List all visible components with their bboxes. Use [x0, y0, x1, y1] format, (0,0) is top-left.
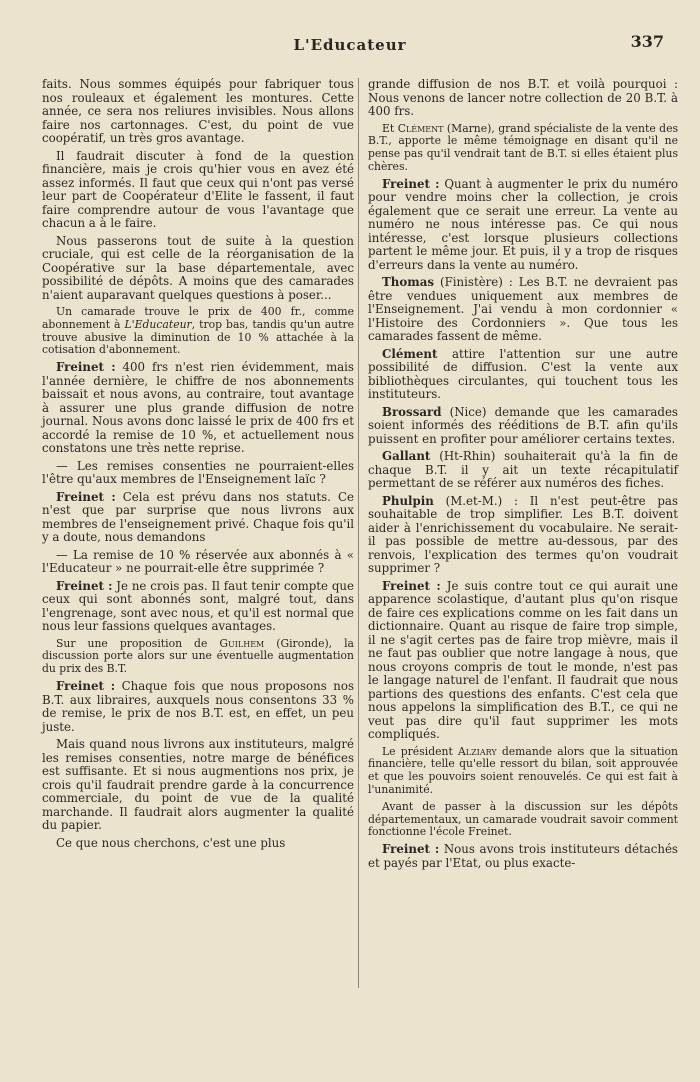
text-run: Je ne crois pas. Il faut tenir compte que ceux qui sont abonnés sont, malgré tout, dans l'engrenage, sont avec nous, et qu'il est normal que nous leur fassions quelques avantages. [42, 578, 354, 634]
speaker: Freinet : [56, 360, 116, 375]
speaker: Freinet : [56, 489, 116, 504]
paragraph [368, 843, 678, 870]
text-run: (Marne), grand spécialiste de la vente des B.T., apporte le même témoignage en disant qu'il ne pense pas qu'il vendrait tant de B.T. si elles étaient plus chères. [368, 121, 678, 173]
person-name: Guilhem [219, 636, 265, 650]
text-run: 400 frs n'est rien évidemment, mais l'année dernière, le chiffre de nos abonnements baissait et nous avons, au contraire, tout avantage à assurer une plus grande diffusion de notre journal. Nous avons donc laissé le prix de 400 frs et accordé la remise de 10 %, et actuellement nous constatons une très nette reprise. [42, 360, 354, 456]
text-run: attire l'attention sur une autre possibilité de diffusion. C'est la vente aux bibliothèques circulantes, qui touchent tous les instituteurs. [368, 346, 678, 402]
speaker: Phulpin [382, 493, 434, 508]
text-run: Sur une proposition de [56, 636, 208, 650]
paragraph-note [42, 306, 354, 357]
paragraph [42, 680, 354, 734]
text-run: Un camarade trouve le prix de 400 fr., comme abonnement à [42, 305, 354, 331]
text-run: (Gironde), la discussion porte alors sur une éventuelle augmentation du prix des B.T. [42, 636, 354, 676]
paragraph: — La remise de 10 % réservée aux abonnés à « l'Educateur » ne pourrait-elle être supprimée ? [42, 547, 354, 576]
speaker: Brossard [382, 404, 442, 419]
text-run: demande alors que la situation financière, telle qu'elle ressort du bilan, soit approuvée et que les pouvoirs soient renouvelés. Ce qui est fait à l'unanimité. [368, 744, 679, 797]
paragraph [368, 580, 678, 742]
paragraph [368, 178, 678, 273]
paragraph [368, 348, 678, 402]
speaker: Freinet : [56, 578, 113, 593]
person-name: Alziary [457, 744, 497, 758]
left-column [42, 78, 354, 854]
paragraph [368, 495, 678, 576]
paragraph: faits. Nous sommes équipés pour fabriquer tous nos rouleaux et également les montures. Cette année, ce sera nos reliures invisibles. Nous allons faire nos cartonnages. C'est, du point de vue coopératif, un très gros avantage. [42, 77, 354, 145]
paragraph: Nous passerons tout de suite à la question cruciale, qui est celle de la réorganisation de la Coopérative sur la base départementale, avec possibilité de dépôts. A moins que des camarades n'aient auparavant quelques questions à poser... [42, 233, 354, 302]
speaker: Clément [382, 346, 438, 361]
paragraph: Mais quand nous livrons aux instituteurs, malgré les remises consenties, notre marge de bénéfices est suffisante. Et si nous augmentions nos prix, je crois qu'il faudrait prendre garde à la concurrence commerciale, du point de vue de la qualité marchande. Il faudrait alors augmenter la qualité du papier. [42, 737, 354, 833]
text-run: (M.et-M.) : Il n'est peut-être pas souhaitable de trop simplifier. Les B.T. doivent aider à l'enrichissement du vocabulaire. Ne serait-il pas possible de mettre au-dessous, par des renvois, l'explication des termes qu'on voudrait supprimer ? [368, 493, 678, 576]
speaker: Freinet : [56, 679, 116, 694]
paragraph [368, 406, 678, 447]
paragraph [42, 491, 354, 545]
text-run: Je suis contre tout ce qui aurait une apparence scolastique, d'autant plus qu'on risque de faire ces explications comme on les fait dans un dictionnaire. Quant au risque de faire trop simple, il ne s'agit certes pas de faire trop mièvre, mais il ne faut pas oublier que notre langage à nous, que nous croyons compris de tout le monde, n'est pas le langage naturel de l'enfant. Il faudrait que nous partions des questions des enfants. C'est cela que nous appelons la simplification des B.T., ce qui ne veut pas dire qu'il faut supprimer les mots compliqués. [368, 578, 678, 742]
text-run: Le président [382, 744, 453, 758]
column-divider [358, 78, 359, 988]
text-run: Chaque fois que nous proposons nos B.T. aux libraires, auxquels nous consentons 33 % de remise, le prix de nos B.T. est, en effet, un peu juste. [42, 679, 354, 734]
paragraph [368, 276, 678, 344]
paragraph-note: Avant de passer à la discussion sur les dépôts départementaux, un camarade voudrait savoir comment fonctionne l'école Freinet. [368, 799, 678, 839]
text-run: Quant à augmenter le prix du numéro pour vendre moins cher la collection, je crois également que ce serait une erreur. La vente au numéro ne nous intéresse pas. Ce qui nous intéresse, c'est lorsque plusieurs collections partent le même jour. Et puis, il y a trop de risques d'erreurs dans la vente au numéro. [368, 176, 678, 272]
paragraph: Ce que nous cherchons, c'est une plus [56, 835, 286, 850]
paragraph-note [368, 746, 678, 797]
paragraph-note [368, 123, 678, 174]
person-name: Clément [397, 121, 444, 135]
text-run: (Ht-Rhin) souhaiterait qu'à la fin de chaque B.T. il y ait un texte récapitulatif permettant de se référer aux numéros des fiches. [368, 449, 678, 491]
text-run: , trop bas, tandis qu'un autre trouve abusive la diminution de 10 % attachée à la cotisation d'abonnement. [42, 317, 355, 357]
text-run: Cela est prévu dans nos statuts. Ce n'est que par surprise que nous livrons aux membres de l'enseignement privé. Chaque fois qu'il y a doute, nous demandons [42, 489, 354, 545]
speaker: Thomas [382, 275, 434, 290]
paragraph [42, 580, 354, 634]
page-number: 337 [630, 32, 664, 51]
journal-title: L'Educateur [293, 36, 407, 54]
paragraph: grande diffusion de nos B.T. et voilà pourquoi : Nous venons de lancer notre collection de 20 B.T. à 400 frs. [368, 77, 678, 118]
right-column [368, 78, 678, 874]
speaker: Freinet : [382, 176, 440, 191]
paragraph: Il faudrait discuter à fond de la question financière, mais je crois qu'hier vous en avez été assez informés. Il faut que ceux qui n'ont pas versé leur part de Coopérateur d'Elite le fassent, il faut faire comprendre autour de vous l'avantage que chacun a à le faire. [42, 148, 354, 230]
text-run: (Finistère) : Les B.T. ne devraient pas être vendues uniquement aux membres de l'Enseignement. J'ai vendu à mon cordonnier « l'Histoire des Cordonniers ». Que tous les camarades fassent de même. [368, 275, 678, 344]
paragraph [42, 361, 354, 456]
paragraph [368, 450, 678, 491]
text-run: Et [382, 121, 395, 135]
text-run: Nous avons trois instituteurs détachés et payés par l'Etat, ou plus exacte- [368, 842, 678, 870]
text-run: (Nice) demande que les camarades soient informés des rééditions de B.T. afin qu'ils puissent en profiter pour améliorer certains textes. [368, 404, 678, 446]
speaker: Freinet : [382, 578, 441, 593]
speaker: Gallant [382, 449, 431, 464]
speaker: Freinet : [382, 842, 440, 857]
journal-name: L'Educateur [124, 317, 192, 331]
paragraph-note [42, 638, 354, 676]
paragraph: — Les remises consenties ne pourraient-elles l'être qu'aux membres de l'Enseignement laïc ? [42, 458, 354, 487]
